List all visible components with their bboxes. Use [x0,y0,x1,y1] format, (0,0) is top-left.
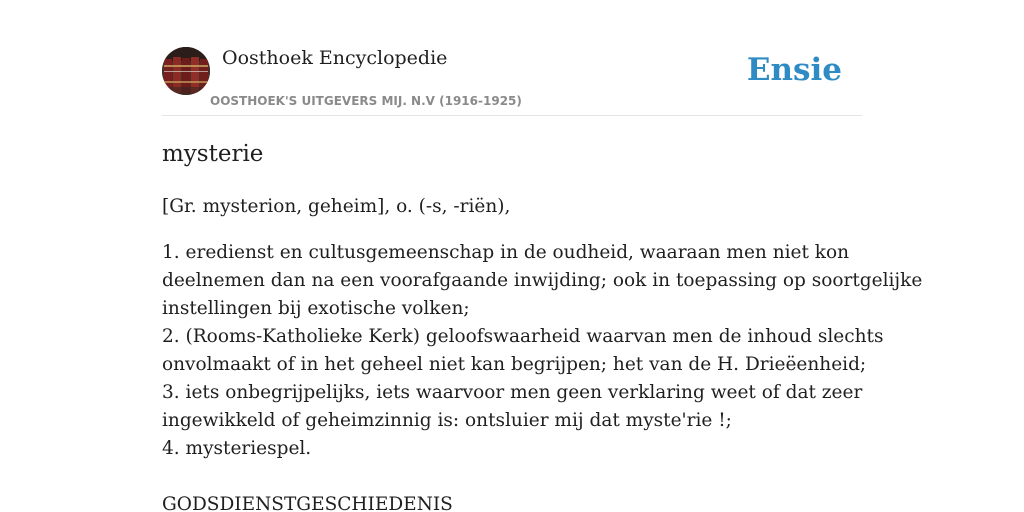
entry-category: GODSDIENSTGESCHIEDENIS [162,494,453,512]
definition-line: instellingen bij exotische volken; [162,298,470,319]
ensie-logo-link[interactable]: Ensie [746,52,842,88]
definition-line: 3. iets onbegrijpelijks, iets waarvoor men geen verklaring weet of dat zeer [162,382,863,403]
encyclopedia-books-icon[interactable] [162,47,210,95]
entry-title: mysterie [162,141,264,167]
definition-line: 1. eredienst en cultusgemeenschap in de oudheid, waaraan men niet kon [162,242,850,263]
definition-line: 2. (Rooms-Katholieke Kerk) geloofswaarheid waarvan men de inhoud slechts [162,326,884,347]
header-divider [162,115,862,116]
definition-line: ingewikkeld of geheimzinnig is: ontsluier mij dat myste'rie !; [162,410,732,431]
publisher-subtitle: OOSTHOEK'S UITGEVERS MIJ. N.V (1916-1925) [210,94,522,108]
definition-line: deelnemen dan na een voorafgaande inwijding; ook in toepassing op soortgelijke [162,270,923,291]
entry-definitions [162,239,923,463]
book-title[interactable]: Oosthoek Encyclopedie [222,47,448,69]
definition-line: onvolmaakt of in het geheel niet kan begrijpen; het van de H. Drieëenheid; [162,354,867,375]
definition-line: 4. mysteriespel. [162,438,312,459]
entry-etymology: [Gr. mysterion, geheim], o. (-s, -riën), [162,196,511,217]
